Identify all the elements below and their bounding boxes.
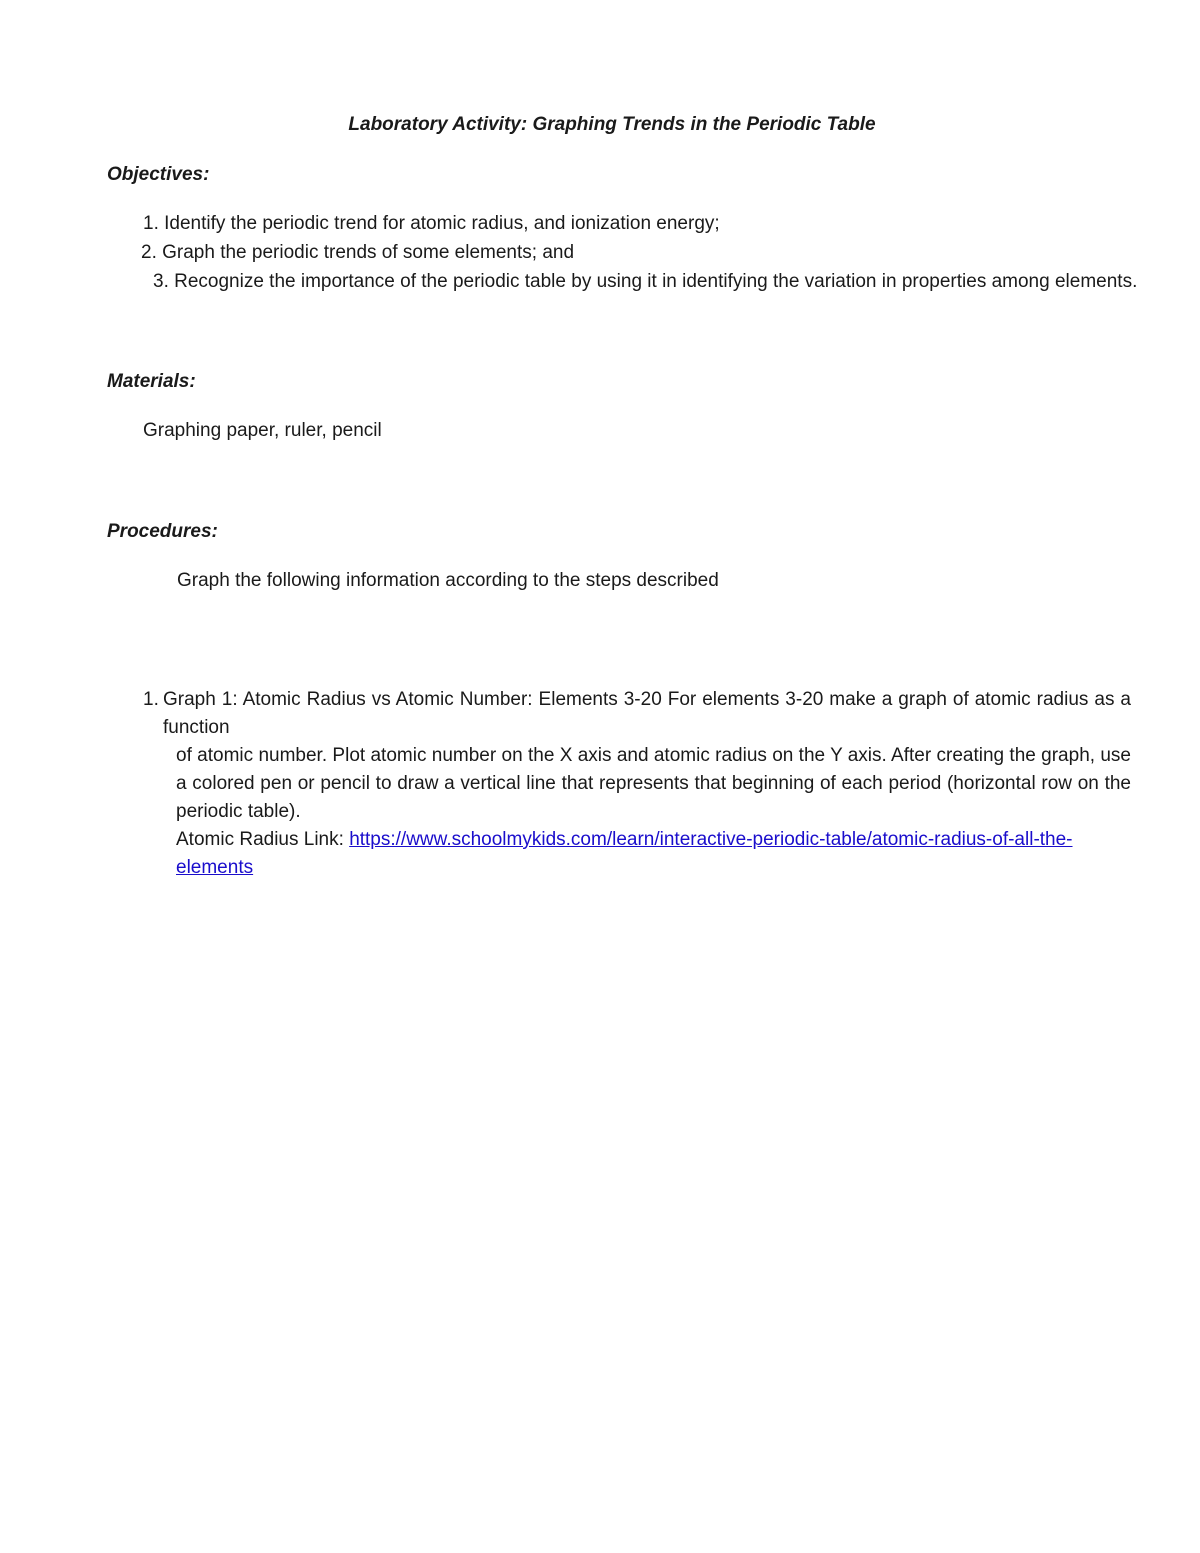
procedure-item-1 [143,686,1131,882]
atomic-radius-link-label: Atomic Radius Link: [176,829,350,850]
objective-item-1: 1. Identify the periodic trend for atomic radius, and ionization energy; [143,213,720,234]
atomic-radius-link-line [163,826,1131,882]
materials-heading: Materials: [107,371,196,392]
procedure-item-text: of atomic number. Plot atomic number on the X axis and atomic radius on the Y axis. After creating the graph, use a colored pen or pencil to draw a vertical line that represents that beginning of each period (horizontal row on the periodic table). [176,745,1131,822]
procedures-intro: Graph the following information according to the steps described [177,570,719,591]
objective-item-2: 2. Graph the periodic trends of some elements; and [141,242,575,263]
atomic-radius-link[interactable]: https://www.schoolmykids.com/learn/interactive-periodic-table/atomic-radius-of-all-the-elements [176,829,1073,878]
procedure-item-first-line: Graph 1: Atomic Radius vs Atomic Number: Elements 3-20 For elements 3-20 make a graph of atomic radius as a function [163,689,1131,738]
procedures-heading: Procedures: [107,521,218,542]
objectives-heading: Objectives: [107,164,210,185]
procedure-item-number: 1. [143,689,159,710]
materials-text: Graphing paper, ruler, pencil [143,420,382,441]
objective-item-3: 3. Recognize the importance of the periodic table by using it in identifying the variation in properties among elements. [153,271,1138,292]
document-title: Laboratory Activity: Graphing Trends in the Periodic Table [348,114,876,135]
